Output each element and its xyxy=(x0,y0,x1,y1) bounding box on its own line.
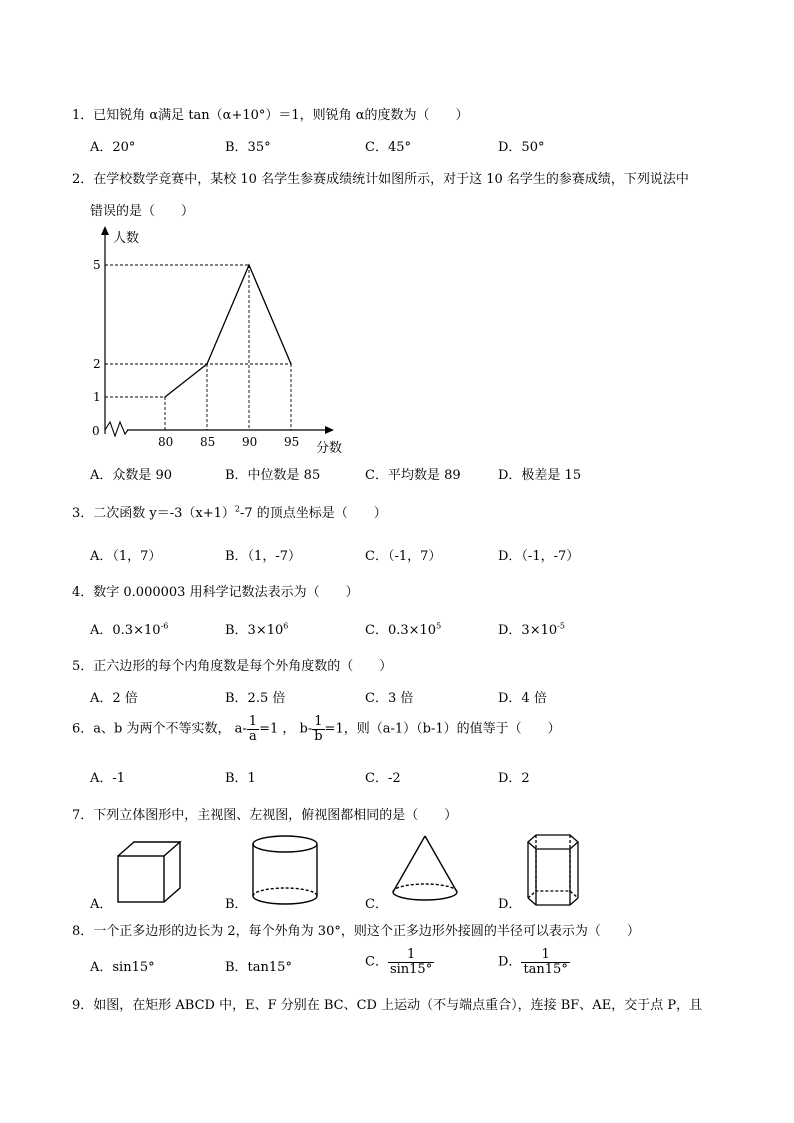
q3-exponent: 2 xyxy=(234,504,241,514)
axis-break-zigzag xyxy=(105,422,128,436)
q4-option-a-label: A．0.3×10 xyxy=(90,623,161,638)
cone-base-front xyxy=(393,892,457,900)
q6-option-c: C．-2 xyxy=(365,771,401,786)
q2-option-b: B．中位数是 85 xyxy=(225,468,321,483)
q3-option-c: C．（-1，7） xyxy=(365,549,442,564)
cone-left-edge xyxy=(393,836,425,892)
q1-option-a: A．20° xyxy=(90,140,136,155)
data-point-90 xyxy=(248,264,250,266)
cone-base-back xyxy=(393,884,457,892)
q8-stem: 8．一个正多边形的边长为 2，每个外角为 30°，则这个正多边形外接圆的半径可以表示为（ ） xyxy=(72,924,640,939)
q4-option-c xyxy=(365,619,441,638)
cube-top-face xyxy=(118,842,180,856)
q6-fraction-2-den: b xyxy=(314,728,323,744)
q8-option-d-label: D． xyxy=(498,954,522,970)
data-point-85 xyxy=(206,363,208,365)
q4-option-b xyxy=(225,619,288,638)
q3-option-d: D．（-1，-7） xyxy=(498,549,580,564)
q8-option-c-den: sin15° xyxy=(389,961,433,977)
q6-fraction-1-den: a xyxy=(249,728,257,744)
q6-fraction-1-num: 1 xyxy=(248,714,258,729)
q8-option-c-num: 1 xyxy=(388,948,434,963)
q1-option-c: C．45° xyxy=(365,140,411,155)
q8-option-b: B．tan15° xyxy=(225,960,292,975)
q6-option-b: B．1 xyxy=(225,771,256,786)
q6-stem xyxy=(72,715,561,743)
cone-figure xyxy=(385,834,465,910)
q2-option-c: C．平均数是 89 xyxy=(365,468,461,483)
q5-stem: 5．正六边形的每个内角度数是每个外角度数的（ ） xyxy=(72,659,393,674)
q3-stem-prefix: 3．二次函数 xyxy=(72,506,150,521)
q4-option-a-exp: -6 xyxy=(160,621,169,631)
q9-stem: 9．如图，在矩形 ABCD 中，E、F 分别在 BC、CD 上运动（不与端点重合），连接 BF、AE，交于点 P，且 xyxy=(72,998,703,1013)
q6-option-a: A．-1 xyxy=(90,771,126,786)
q4-option-b-exp: 6 xyxy=(283,621,289,631)
q2-stem-line1: 2．在学校数学竞赛中，某校 10 名学生参赛成绩统计如图所示，对于这 10 名学生的参赛成绩，下列说法中 xyxy=(72,172,689,187)
q7-option-c: C． xyxy=(365,897,388,912)
cylinder-bottom-front xyxy=(253,896,317,904)
q4-option-d xyxy=(498,619,565,638)
q2-option-a: A．众数是 90 xyxy=(90,468,173,483)
q6-eq2-tail: =1，则（a-1）（b-1）的值等于（ ） xyxy=(324,721,561,737)
q4-option-b-label: B．3×10 xyxy=(225,623,284,638)
q3-function: y＝-3（x+1） xyxy=(149,506,235,521)
q7-stem: 7．下列立体图形中，主视图、左视图，俯视图都相同的是（ ） xyxy=(72,808,458,823)
cylinder-figure xyxy=(245,832,325,910)
y-axis-arrow xyxy=(101,226,109,235)
q1-stem: 1．已知锐角 α满足 tan（α+10°）＝1，则锐角 α的度数为（ ） xyxy=(72,108,469,123)
q6-stem-prefix: 6．a、b 为两个不等实数， xyxy=(72,721,231,737)
q8-option-d-num: 1 xyxy=(521,948,569,963)
q4-option-c-label: C．0.3×10 xyxy=(365,623,437,638)
cube-figure xyxy=(110,838,190,908)
q5-option-c: C．3 倍 xyxy=(365,691,414,706)
cone-right-edge xyxy=(425,836,457,892)
q4-option-c-exp: 5 xyxy=(436,621,442,631)
q6-fraction-1 xyxy=(247,715,259,743)
q3-stem xyxy=(72,502,387,521)
q5-option-d: D．4 倍 xyxy=(498,691,547,706)
q3-stem-suffix: -7 的顶点坐标是（ ） xyxy=(240,506,387,521)
x-axis-label: 分数 xyxy=(316,441,343,456)
q8-option-c xyxy=(365,948,434,976)
x-tick-label-90: 90 xyxy=(242,435,258,449)
q2-stem-line2: 错误的是（ ） xyxy=(90,204,195,219)
q3-option-a: A．（1，7） xyxy=(90,549,162,564)
cube-right-face xyxy=(164,842,180,902)
q6-option-d: D．2 xyxy=(498,771,530,786)
q8-option-d-den: tan15° xyxy=(523,961,568,977)
q5-option-b: B．2.5 倍 xyxy=(225,691,286,706)
q6-eq1-tail: =1 ， xyxy=(259,721,296,737)
x-tick-label-80: 80 xyxy=(158,435,174,449)
data-point-80 xyxy=(164,396,166,398)
q8-option-d-fraction xyxy=(521,948,569,976)
q6-eq2-lead: b- xyxy=(299,721,313,737)
q6-fraction-2-num: 1 xyxy=(312,715,324,730)
q8-option-a: A．sin15° xyxy=(90,960,155,975)
origin-label: 0 xyxy=(92,424,100,438)
q4-option-a xyxy=(90,619,168,638)
cylinder-top xyxy=(253,836,317,852)
q4-option-d-exp: -5 xyxy=(557,621,565,631)
series-line xyxy=(165,265,291,397)
q7-option-b: B． xyxy=(225,897,248,912)
y-tick-label-2: 2 xyxy=(93,357,101,371)
y-tick-label-1: 1 xyxy=(93,390,101,404)
q1-option-b: B．35° xyxy=(225,140,271,155)
cylinder-bottom-back xyxy=(253,888,317,896)
y-tick-label-5: 5 xyxy=(93,258,101,272)
data-point-95 xyxy=(290,363,292,365)
hexagonal-prism-figure xyxy=(518,832,590,912)
q2-line-chart xyxy=(80,222,360,458)
q6-fraction-2 xyxy=(312,715,324,743)
q3-option-b: B．（1，-7） xyxy=(225,549,301,564)
q8-option-c-fraction xyxy=(388,948,434,976)
q4-stem: 4．数字 0.000003 用科学记数法表示为（ ） xyxy=(72,585,359,600)
q4-option-d-label: D．3×10 xyxy=(498,623,558,638)
q5-option-a: A．2 倍 xyxy=(90,691,138,706)
cube-front-face xyxy=(118,856,164,902)
q8-option-d xyxy=(498,948,570,976)
x-tick-label-85: 85 xyxy=(200,435,216,449)
q7-option-d: D． xyxy=(498,897,522,912)
x-tick-label-95: 95 xyxy=(284,435,300,449)
q8-option-c-label: C． xyxy=(365,954,388,970)
q7-option-a: A． xyxy=(90,897,113,912)
q2-option-d: D．极差是 15 xyxy=(498,468,582,483)
y-axis-label: 人数 xyxy=(113,231,140,246)
q1-option-d: D．50° xyxy=(498,140,545,155)
x-axis-arrow xyxy=(325,426,334,434)
q6-eq1-lead: a- xyxy=(234,721,247,737)
